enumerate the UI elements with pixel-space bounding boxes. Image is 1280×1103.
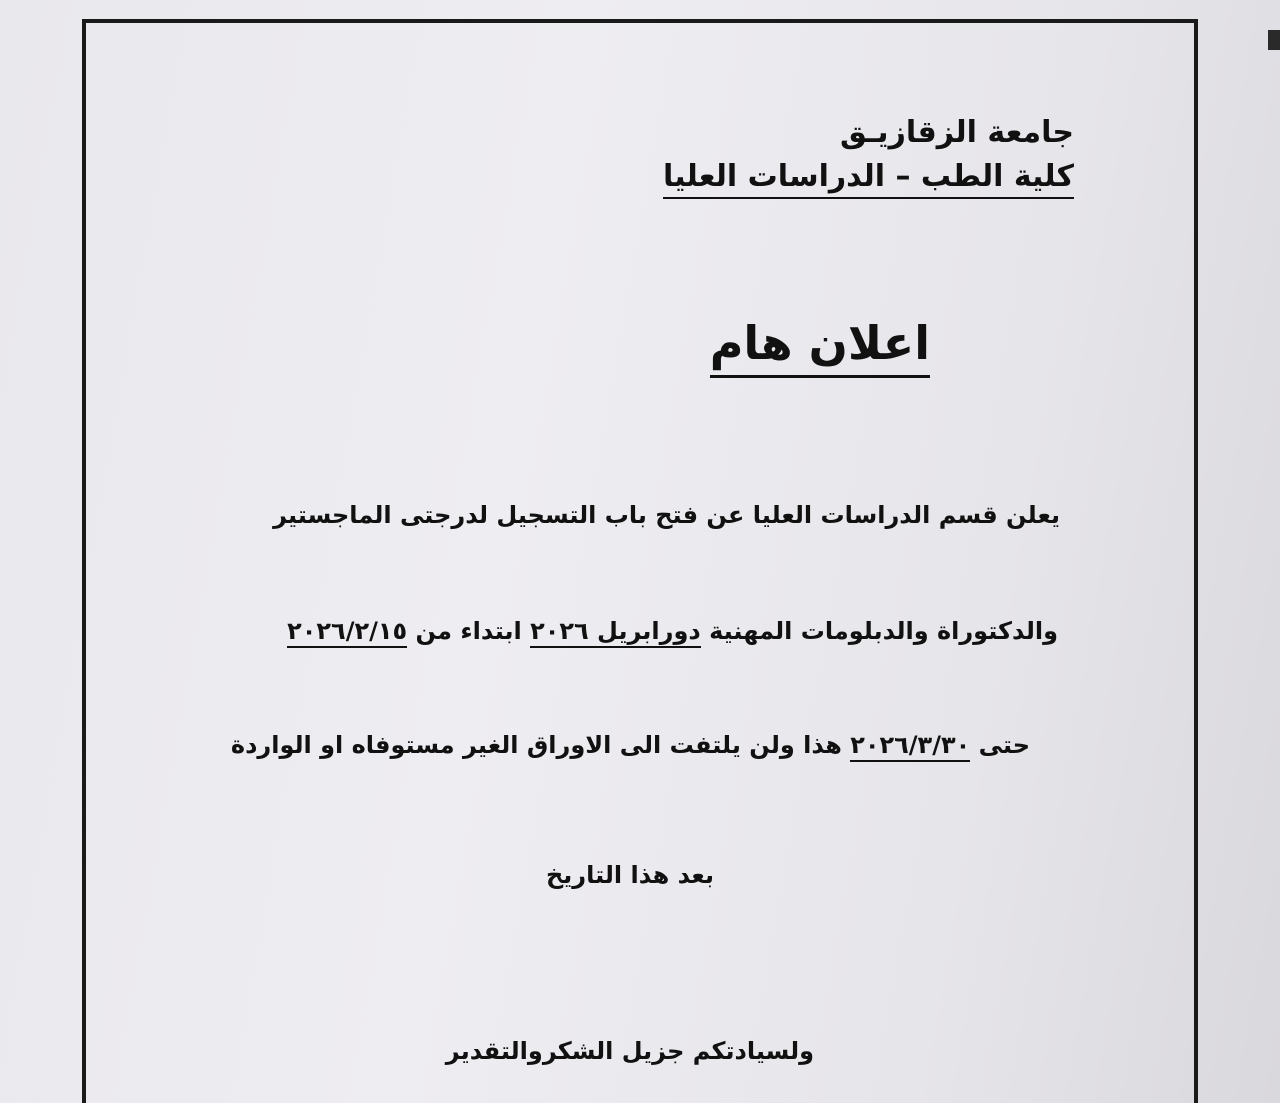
background-object	[1268, 30, 1280, 50]
body-line-2-prefix: والدكتوراة والدبلومات المهنية	[700, 617, 1058, 645]
body-line-2-mid: ابتداء من	[407, 617, 531, 645]
announcement-title: اعلان هام	[710, 313, 930, 378]
body-line-3-suffix: هذا ولن يلتفت الى الاوراق الغير مستوفاه او الواردة	[230, 731, 851, 759]
start-date: ٢٠٢٦/٢/١٥	[287, 617, 407, 648]
document-header	[663, 111, 1074, 199]
body-line-3-prefix: حتى	[970, 731, 1030, 759]
session-name: دورابريل ٢٠٢٦	[530, 617, 701, 648]
university-name: جامعة الزقازيـق	[840, 115, 1074, 150]
announcement-document	[82, 19, 1198, 1103]
body-line-3	[231, 727, 1030, 763]
faculty-name: كلية الطب – الدراسات العليا	[663, 157, 1074, 199]
closing-line: ولسيادتكم جزيل الشكروالتقدير	[445, 1037, 814, 1065]
end-date: ٢٠٢٦/٣/٣٠	[850, 731, 970, 762]
body-line-1: يعلن قسم الدراسات العليا عن فتح باب التسجيل لدرجتى الماجستير	[273, 501, 1060, 529]
body-line-4: بعد هذا التاريخ	[545, 861, 714, 889]
body-line-2	[287, 613, 1058, 649]
